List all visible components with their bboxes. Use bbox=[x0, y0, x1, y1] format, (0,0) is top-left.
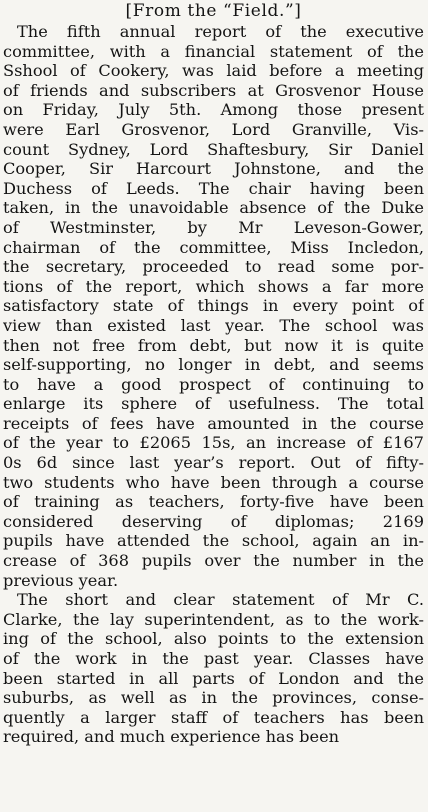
text-line: considered deserving of diplomas; 2169 bbox=[3, 511, 424, 531]
text-line: then not free from debt, but now it is quite bbox=[3, 335, 424, 355]
text-line: view than existed last year. The school was bbox=[3, 315, 424, 335]
text-line: to have a good prospect of continuing to bbox=[3, 374, 424, 394]
text-line: were Earl Grosvenor, Lord Granville, Vis- bbox=[3, 119, 424, 139]
text-line: The fifth annual report of the executive bbox=[17, 22, 424, 41]
text-line: receipts of fees have amounted in the course bbox=[3, 413, 424, 433]
text-line: self-supporting, no longer in debt, and seems bbox=[3, 355, 424, 375]
text-line: of the year to £2065 15s, an increase of £167 bbox=[3, 433, 424, 453]
text-line: taken, in the unavoidable absence of the Duke bbox=[3, 198, 424, 218]
text-line: ing of the school, also points to the extension bbox=[3, 629, 424, 649]
text-line: Clarke, the lay superintendent, as to the work- bbox=[3, 609, 424, 629]
text-line: been started in all parts of London and the bbox=[3, 668, 424, 688]
text-line: suburbs, as well as in the provinces, conse- bbox=[3, 688, 424, 708]
text-line: enlarge its sphere of usefulness. The total bbox=[3, 394, 424, 414]
text-line: Sshool of Cookery, was laid before a meeting bbox=[3, 61, 424, 81]
paragraph bbox=[3, 590, 424, 747]
text-line: previous year. bbox=[3, 570, 119, 590]
text-line: satisfactory state of things in every point of bbox=[3, 296, 424, 316]
text-line: tions of the report, which shows a far more bbox=[3, 276, 424, 296]
text-line: committee, with a financial statement of the bbox=[3, 41, 424, 61]
text-line: two students who have been through a course bbox=[3, 472, 424, 492]
text-line: of the work in the past year. Classes have bbox=[3, 649, 424, 668]
text-line: of friends and subscribers at Grosvenor House bbox=[3, 80, 424, 100]
paragraph bbox=[3, 22, 424, 590]
text-line: 0s 6d since last year’s report. Out of fifty- bbox=[3, 453, 424, 473]
text-line: crease of 368 pupils over the number in the bbox=[3, 551, 424, 571]
text-line: pupils have attended the school, again an in- bbox=[3, 531, 424, 551]
source-line: [From the “Field.”] bbox=[125, 1, 302, 21]
text-line: on Friday, July 5th. Among those present bbox=[3, 100, 424, 120]
text-line: Duchess of Leeds. The chair having been bbox=[3, 178, 424, 198]
text-line: Cooper, Sir Harcourt Johnstone, and the bbox=[3, 159, 424, 179]
text-line: of training as teachers, forty-five have been bbox=[3, 492, 424, 512]
text-line: The short and clear statement of Mr C. bbox=[17, 590, 424, 610]
text-line: of Westminster, by Mr Leveson-Gower, bbox=[3, 217, 424, 237]
text-line: quently a larger staff of teachers has been bbox=[3, 707, 424, 727]
text-line: count Sydney, Lord Shaftesbury, Sir Daniel bbox=[3, 139, 424, 159]
text-line: required, and much experience has been bbox=[3, 727, 340, 747]
article-body bbox=[3, 22, 424, 747]
text-line: the secretary, proceeded to read some por- bbox=[3, 257, 424, 277]
text-line: chairman of the committee, Miss Incledon, bbox=[3, 237, 424, 257]
